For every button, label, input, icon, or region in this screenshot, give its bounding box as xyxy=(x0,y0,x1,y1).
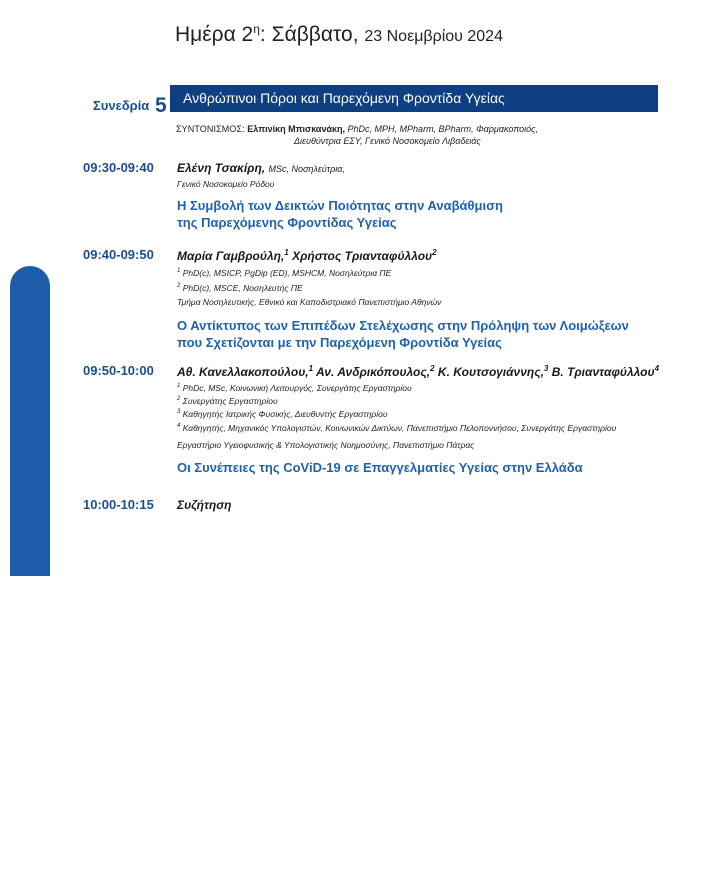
talk-1-title-line-2: της Παρεχόμενης Φροντίδας Υγείας xyxy=(177,215,397,230)
talk-3-speaker-4-sup: 4 xyxy=(654,364,660,373)
talk-3-aff-1-sup: 1 xyxy=(177,383,181,389)
talk-2-affiliation-3: Τμήμα Νοσηλευτικής, Εθνικό και Καποδιστριακό Πανεπιστήμιο Αθηνών xyxy=(177,297,442,307)
talk-1-title xyxy=(177,197,503,231)
talk-3-affiliation-1 xyxy=(177,380,412,394)
session-number: 5 xyxy=(154,94,167,117)
side-tab-text xyxy=(18,566,50,876)
session-title-bar: Ανθρώπινοι Πόροι και Παρεχόμενη Φροντίδα Υγείας xyxy=(170,85,658,112)
discussion-time: 10:00-10:15 xyxy=(83,497,154,512)
talk-2-aff-2-sup: 2 xyxy=(177,283,181,289)
talk-3-speaker-1-sup: 1 xyxy=(308,364,314,373)
talk-2-time: 09:40-09:50 xyxy=(83,247,154,262)
talk-2-speaker-1: Μαρία Γαμβρούλη, xyxy=(177,249,285,263)
talk-2-aff-2-text: PhD(c), MSCE, Νοσηλευτής ΠΕ xyxy=(182,282,303,293)
talk-3-aff-4-sup: 4 xyxy=(177,423,181,429)
talk-3-affiliation-2 xyxy=(177,393,278,407)
talk-2-speakers xyxy=(177,248,437,263)
session-coordinator xyxy=(176,123,538,147)
day-date: 23 Νοεμβρίου 2024 xyxy=(364,28,503,45)
talk-3-aff-2-sup: 2 xyxy=(177,396,181,402)
coordinator-label: ΣΥΝΤΟΝΙΣΜΟΣ: xyxy=(176,124,245,134)
coordinator-name: Ελπινίκη Μπισκανάκη, xyxy=(247,124,346,134)
talk-3-aff-3-sup: 3 xyxy=(177,409,181,415)
discussion-label: Συζήτηση xyxy=(177,498,232,512)
talk-2-aff-1-text: PhD(c), MSICP, PgDip (ED), MSHCM, Νοσηλεύτρια ΠΕ xyxy=(182,267,392,278)
coordinator-degrees: PhDc, MPH, MPharm, BPharm, Φαρμακοποιός, xyxy=(347,124,539,134)
talk-3-affiliation-5: Εργαστήριο Υγειοφυσικής & Υπολογιστικής Νοημοσύνης, Πανεπιστήμιο Πάτρας xyxy=(177,440,475,450)
talk-2-title-line-2: που Σχετίζονται με την Παρεχόμενη Φροντίδα Υγείας xyxy=(177,335,502,350)
talk-3-time: 09:50-10:00 xyxy=(83,363,154,378)
talk-2-affiliation-2 xyxy=(177,280,303,294)
talk-1-time: 09:30-09:40 xyxy=(83,160,154,175)
talk-1-speaker: Ελένη Τσακίρη, xyxy=(177,161,266,175)
talk-3-title-line-1: Οι Συνέπειες της CoViD-19 σε Επαγγελματίες Υγείας στην Ελλάδα xyxy=(177,460,583,475)
talk-1-speakers xyxy=(177,161,345,175)
talk-2-title xyxy=(177,317,629,351)
day-sup: η xyxy=(253,22,260,36)
day-suffix: : Σάββατο, xyxy=(259,23,359,46)
talk-3-aff-3-text: Καθηγητής Ιατρικής Φυσικής, Διευθυντής Εργαστηρίου xyxy=(182,408,388,419)
side-tab xyxy=(10,266,50,876)
talk-1-affiliation: Γενικό Νοσοκομείο Ρόδου xyxy=(177,179,275,189)
talk-2-speaker-2: Χρήστος Τριανταφύλλου xyxy=(292,249,433,263)
talk-3-speaker-1: Αθ. Κανελλακοπούλου, xyxy=(177,365,309,379)
side-tab-line-1: ανελλήνιο Συνέδριο xyxy=(18,763,33,876)
talk-3-speaker-2-sup: 2 xyxy=(430,364,435,373)
day-prefix: Ημέρα 2 xyxy=(175,23,254,46)
talk-3-speaker-3-sup: 3 xyxy=(543,364,549,373)
side-tab-line-2: anagement Υπηρεσιών Υγείας xyxy=(34,701,49,876)
talk-3-speakers xyxy=(177,364,659,379)
coordinator-affiliation: Διευθύντρια ΕΣΥ, Γενικό Νοσοκομείο Λιβαδειάς xyxy=(294,136,481,146)
talk-2-speaker-2-sup: 2 xyxy=(432,248,437,257)
talk-1-title-line-1: Η Συμβολή των Δεικτών Ποιότητας στην Αναβάθμιση xyxy=(177,198,503,213)
talk-3-speaker-3: Κ. Κουτσογιάννης, xyxy=(437,365,544,379)
talk-1-speaker-degrees: MSc, Νοσηλεύτρια, xyxy=(268,164,345,174)
session-word: Συνεδρία xyxy=(93,98,150,113)
talk-2-speaker-1-sup: 1 xyxy=(284,248,289,257)
talk-3-affiliation-3 xyxy=(177,406,388,420)
talk-3-affiliation-4 xyxy=(177,420,616,434)
talk-3-title xyxy=(177,459,583,476)
talk-2-affiliation-1 xyxy=(177,265,391,279)
session-label xyxy=(93,94,167,118)
day-title xyxy=(175,22,503,47)
talk-3-aff-1-text: PhDc, MSc, Κοινωνική Λειτουργός, Συνεργάτης Εργαστηρίου xyxy=(182,382,412,393)
talk-3-aff-2-text: Συνεργάτης Εργαστηρίου xyxy=(182,395,278,406)
talk-2-title-line-1: Ο Αντίκτυπος των Επιπέδων Στελέχωσης στην Πρόληψη των Λοιμώξεων xyxy=(177,318,629,333)
talk-3-aff-4-text: Καθηγητής, Μηχανικός Υπολογιστών, Κοινωνικών Δικτύων, Πανεπιστήμιο Πελοποννήσου, Συνεργάτης Εργαστηρίου xyxy=(182,422,617,433)
talk-3-speaker-2: Αν. Ανδρικόπουλος, xyxy=(315,365,431,379)
talk-2-aff-1-sup: 1 xyxy=(177,268,181,274)
talk-3-speaker-4: Β. Τριανταφύλλου xyxy=(551,365,655,379)
